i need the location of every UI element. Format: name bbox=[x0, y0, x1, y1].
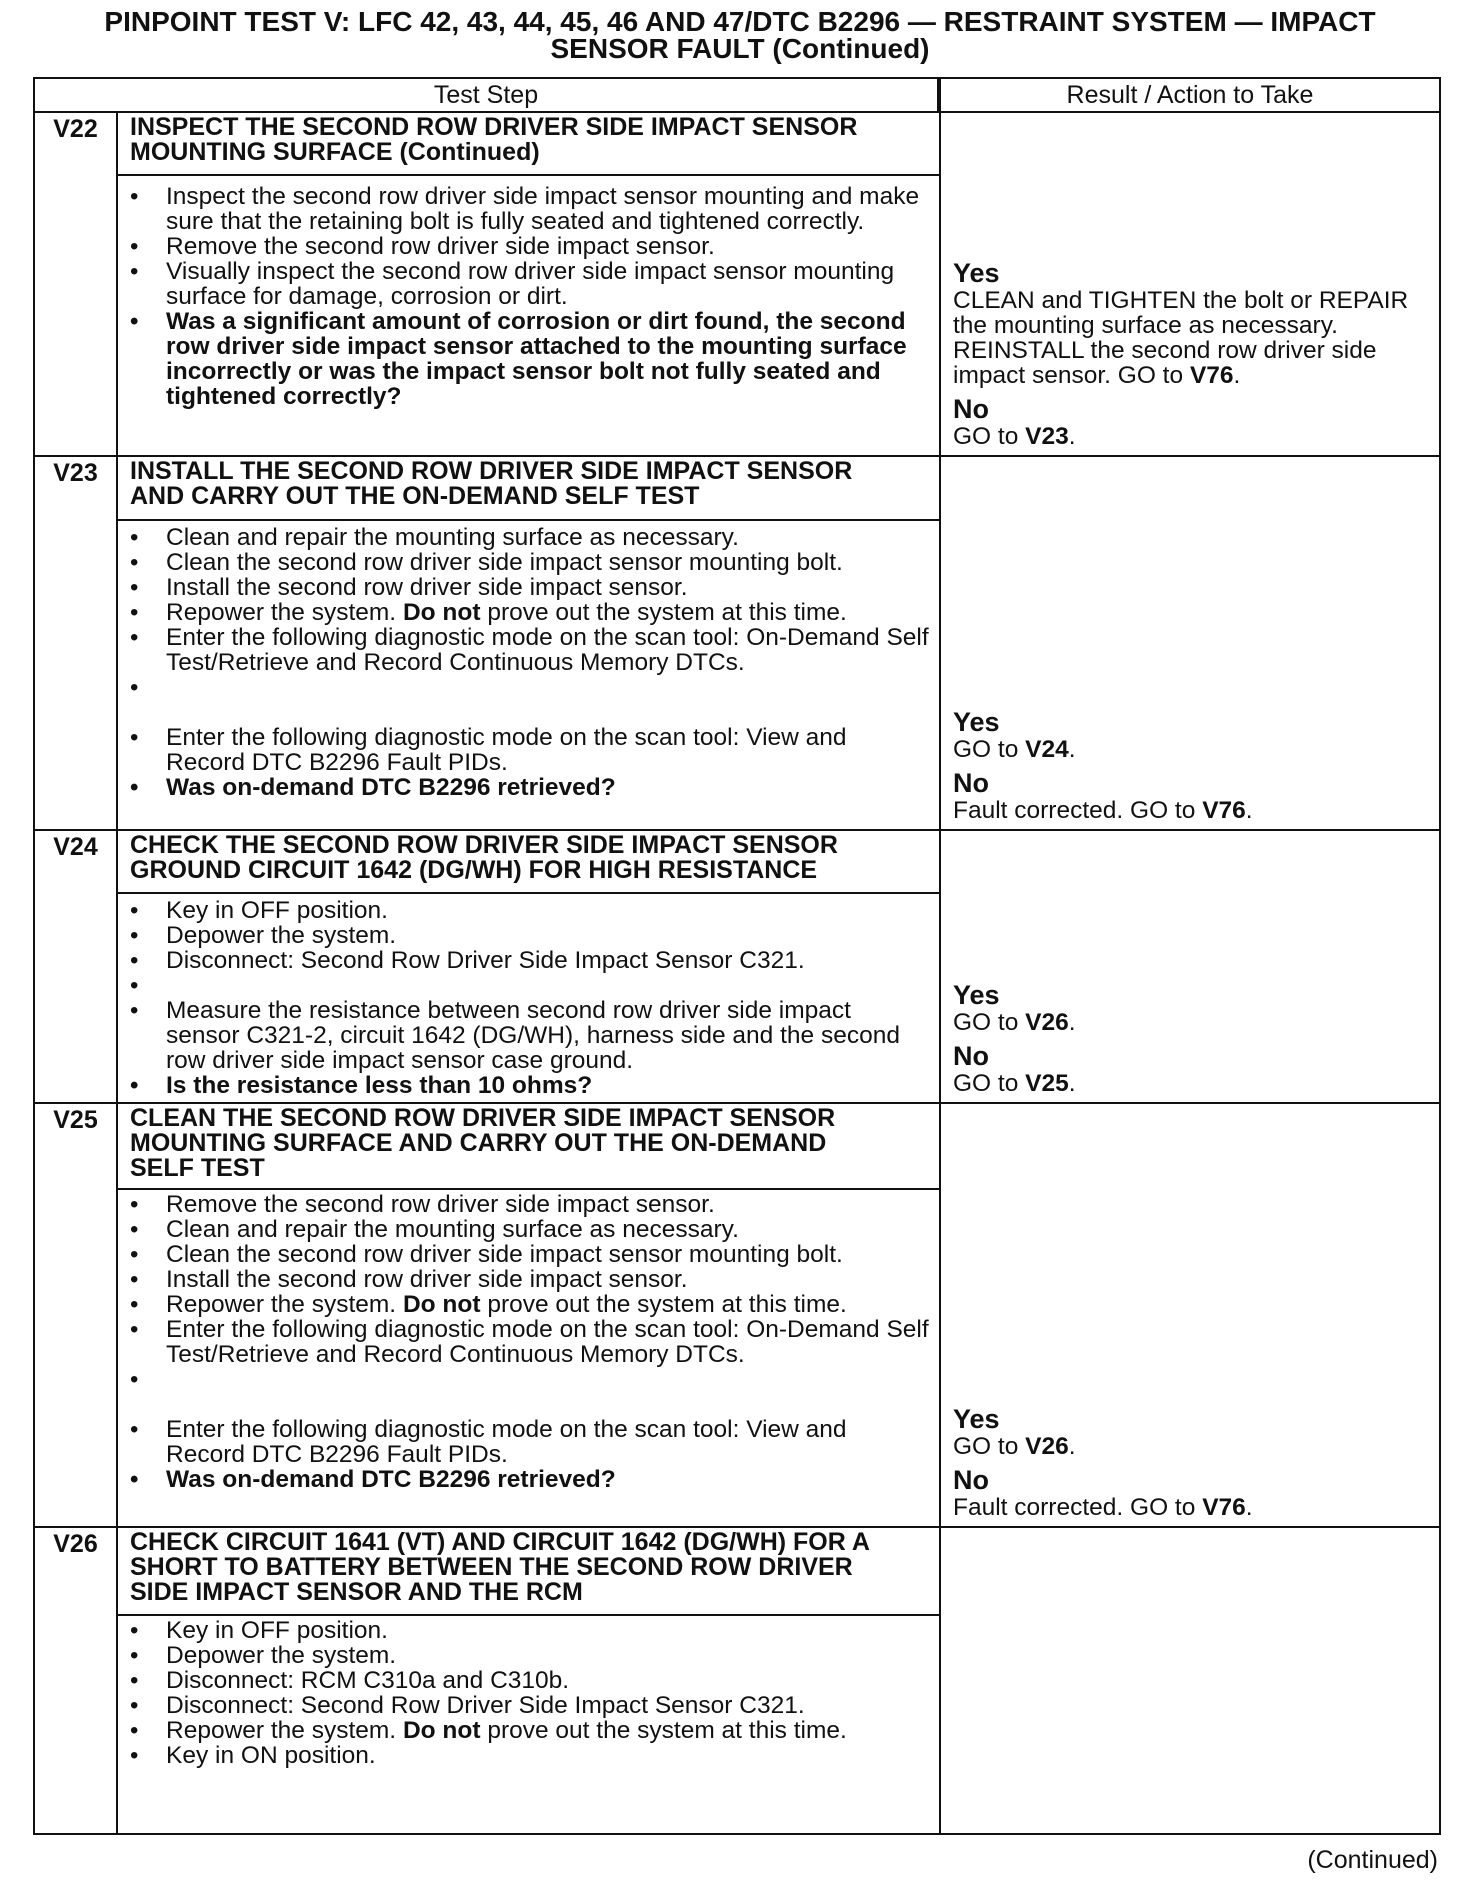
yes-label: Yes bbox=[953, 980, 1000, 1010]
column-header-result: Result / Action to Take bbox=[939, 79, 1441, 113]
instruction-item: • Install the second row driver side impact sensor. bbox=[166, 1267, 929, 1292]
heading-line: GROUND CIRCUIT 1642 (DG/WH) FOR HIGH RESISTANCE bbox=[130, 856, 818, 884]
instruction-item: • Enter the following diagnostic mode on the scan tool: View and Record DTC B2296 Fault PIDs. bbox=[166, 725, 929, 775]
instruction-emphasis: Do not bbox=[402, 1717, 481, 1744]
step-instructions bbox=[118, 894, 939, 1098]
title-line-2: SENSOR FAULT (Continued) bbox=[550, 33, 930, 64]
continued-note: (Continued) bbox=[1307, 1846, 1438, 1874]
heading-line: MOUNTING SURFACE AND CARRY OUT THE ON-DEMAND bbox=[130, 1129, 827, 1157]
instruction-text: Repower the system. bbox=[166, 1291, 397, 1318]
heading-line: SIDE IMPACT SENSOR AND THE RCM bbox=[130, 1578, 583, 1606]
page-title bbox=[40, 8, 1440, 62]
instruction-item: • Remove the second row driver side impact sensor. bbox=[166, 1192, 929, 1217]
test-row-v25 bbox=[35, 1102, 1439, 1526]
yes-action: CLEAN and TIGHTEN the bolt or REPAIR the mounting surface as necessary. REINSTALL the second row driver side impact sensor. GO to V76. bbox=[953, 287, 1409, 389]
yes-text: GO to bbox=[953, 1009, 1019, 1036]
no-text: Fault corrected. GO to bbox=[953, 797, 1196, 824]
no-text: Fault corrected. GO to bbox=[953, 1494, 1196, 1521]
spacer bbox=[166, 675, 929, 725]
no-ref: V23 bbox=[1025, 423, 1069, 450]
instruction-item: • Install the second row driver side impact sensor. bbox=[166, 575, 929, 600]
step-id: V24 bbox=[35, 831, 118, 1102]
no-text: GO to bbox=[953, 423, 1019, 450]
instruction-text: prove out the system at this time. bbox=[487, 599, 847, 626]
column-header-test-step: Test Step bbox=[35, 79, 939, 113]
instruction-item: • Visually inspect the second row driver side impact sensor mounting surface for damage, corrosion or dirt. bbox=[166, 259, 929, 309]
heading-line: CLEAN THE SECOND ROW DRIVER SIDE IMPACT SENSOR bbox=[130, 1104, 836, 1132]
instruction-item: • Key in ON position. bbox=[166, 1743, 929, 1768]
yes-ref: V76 bbox=[1189, 362, 1234, 389]
title-line-1: PINPOINT TEST V: LFC 42, 43, 44, 45, 46 AND 47/DTC B2296 — RESTRAINT SYSTEM — IMPACT bbox=[104, 6, 1376, 37]
yes-label: Yes bbox=[953, 258, 1000, 288]
no-label: No bbox=[953, 394, 989, 424]
no-label: No bbox=[953, 1465, 989, 1495]
instruction-emphasis: Do not bbox=[402, 599, 481, 626]
instruction-item: • Clean and repair the mounting surface as necessary. bbox=[166, 1217, 929, 1242]
instruction-item: • Disconnect: Second Row Driver Side Impact Sensor C321. bbox=[166, 1693, 929, 1718]
no-action: Fault corrected. GO to V76. bbox=[953, 797, 1253, 824]
instruction-item: • Enter the following diagnostic mode on the scan tool: On-Demand Self Test/Retrieve and Record Continuous Memory DTCs. bbox=[166, 1317, 929, 1367]
question-item: • Is the resistance less than 10 ohms? bbox=[166, 1073, 929, 1098]
no-label: No bbox=[953, 768, 989, 798]
instruction-item: • Key in OFF position. bbox=[166, 898, 929, 923]
yes-label: Yes bbox=[953, 1404, 1000, 1434]
instruction-text: Repower the system. bbox=[166, 599, 397, 626]
heading-line: INSPECT THE SECOND ROW DRIVER SIDE IMPACT SENSOR bbox=[130, 113, 858, 141]
step-instructions bbox=[118, 521, 939, 800]
instruction-item: • Depower the system. bbox=[166, 923, 929, 948]
instruction-item: • Disconnect: RCM C310a and C310b. bbox=[166, 1668, 929, 1693]
yes-action: GO to V26. bbox=[953, 1433, 1076, 1460]
yes-text: GO to bbox=[953, 736, 1019, 763]
test-row-v24 bbox=[35, 829, 1439, 1102]
step-heading bbox=[118, 831, 939, 894]
no-ref: V25 bbox=[1025, 1070, 1069, 1097]
heading-line: MOUNTING SURFACE (Continued) bbox=[130, 138, 540, 166]
instruction-item: • Remove the second row driver side impact sensor. bbox=[166, 234, 929, 259]
step-instructions bbox=[118, 1616, 939, 1768]
spacer bbox=[166, 1367, 929, 1417]
spacer bbox=[166, 973, 929, 998]
step-heading bbox=[118, 457, 939, 521]
step-result bbox=[941, 707, 1439, 823]
instruction-item: • Clean the second row driver side impact sensor mounting bolt. bbox=[166, 1242, 929, 1267]
heading-line: SHORT TO BATTERY BETWEEN THE SECOND ROW DRIVER bbox=[130, 1553, 853, 1581]
no-ref: V76 bbox=[1202, 797, 1246, 824]
step-id: V22 bbox=[35, 113, 118, 455]
yes-action: GO to V26. bbox=[953, 1009, 1076, 1036]
yes-ref: V26 bbox=[1025, 1433, 1069, 1460]
instruction-text: prove out the system at this time. bbox=[487, 1291, 847, 1318]
step-id: V26 bbox=[35, 1528, 118, 1833]
question-item: • Was on-demand DTC B2296 retrieved? bbox=[166, 775, 929, 800]
instruction-item: • Measure the resistance between second row driver side impact sensor C321-2, circuit 1642 (DG/WH), harness side and the second row driver side impact sensor case ground. bbox=[166, 998, 929, 1073]
test-row-v26 bbox=[35, 1526, 1439, 1833]
test-row-v22 bbox=[35, 113, 1439, 455]
no-action: GO to V25. bbox=[953, 1070, 1076, 1097]
pinpoint-test-table bbox=[33, 77, 1441, 1835]
question-item: • Was on-demand DTC B2296 retrieved? bbox=[166, 1467, 929, 1492]
step-instructions bbox=[118, 176, 939, 409]
instruction-item: • Clean and repair the mounting surface as necessary. bbox=[166, 525, 929, 550]
column-divider bbox=[939, 79, 941, 1833]
step-result bbox=[941, 980, 1439, 1096]
instruction-item: • Clean the second row driver side impact sensor mounting bolt. bbox=[166, 550, 929, 575]
step-heading bbox=[118, 113, 939, 176]
instruction-text: Repower the system. bbox=[166, 1717, 397, 1744]
yes-ref: V24 bbox=[1025, 736, 1069, 763]
step-id: V25 bbox=[35, 1104, 118, 1526]
no-label: No bbox=[953, 1041, 989, 1071]
instruction-item: • Inspect the second row driver side impact sensor mounting and make sure that the retaining bolt is fully seated and tightened correctly. bbox=[166, 184, 929, 234]
test-row-v23 bbox=[35, 455, 1439, 829]
heading-line: SELF TEST bbox=[130, 1154, 265, 1182]
yes-text: CLEAN and TIGHTEN the bolt or REPAIR the mounting surface as necessary. REINSTALL the second row driver side impact sensor. GO to bbox=[953, 287, 1409, 389]
yes-action: GO to V24. bbox=[953, 736, 1076, 763]
heading-line: CHECK THE SECOND ROW DRIVER SIDE IMPACT SENSOR bbox=[130, 831, 838, 859]
instruction-emphasis: Do not bbox=[402, 1291, 481, 1318]
step-instructions bbox=[118, 1190, 939, 1492]
heading-line: CHECK CIRCUIT 1641 (VT) AND CIRCUIT 1642 (DG/WH) FOR A bbox=[130, 1528, 870, 1556]
step-id: V23 bbox=[35, 457, 118, 829]
yes-label: Yes bbox=[953, 707, 1000, 737]
no-ref: V76 bbox=[1202, 1494, 1246, 1521]
step-result bbox=[941, 258, 1439, 449]
no-text: GO to bbox=[953, 1070, 1019, 1097]
heading-line: INSTALL THE SECOND ROW DRIVER SIDE IMPACT SENSOR bbox=[130, 457, 853, 485]
instruction-item bbox=[166, 1292, 929, 1317]
instruction-item: • Enter the following diagnostic mode on the scan tool: View and Record DTC B2296 Fault PIDs. bbox=[166, 1417, 929, 1467]
instruction-item: • Key in OFF position. bbox=[166, 1618, 929, 1643]
step-heading bbox=[118, 1104, 939, 1190]
yes-ref: V26 bbox=[1025, 1009, 1069, 1036]
heading-line: AND CARRY OUT THE ON-DEMAND SELF TEST bbox=[130, 482, 700, 510]
instruction-text: prove out the system at this time. bbox=[487, 1717, 847, 1744]
instruction-item bbox=[166, 1718, 929, 1743]
no-action: GO to V23. bbox=[953, 423, 1076, 450]
instruction-item: • Enter the following diagnostic mode on the scan tool: On-Demand Self Test/Retrieve and Record Continuous Memory DTCs. bbox=[166, 625, 929, 675]
yes-text: GO to bbox=[953, 1433, 1019, 1460]
step-result bbox=[941, 1404, 1439, 1520]
instruction-item: • Depower the system. bbox=[166, 1643, 929, 1668]
instruction-item bbox=[166, 600, 929, 625]
step-heading bbox=[118, 1528, 939, 1616]
question-item: • Was a significant amount of corrosion or dirt found, the second row driver side impact sensor attached to the mounting surface incorrectly or was the impact sensor bolt not fully seated and tightened correctly? bbox=[166, 309, 929, 409]
no-action: Fault corrected. GO to V76. bbox=[953, 1494, 1253, 1521]
instruction-item: • Disconnect: Second Row Driver Side Impact Sensor C321. bbox=[166, 948, 929, 973]
